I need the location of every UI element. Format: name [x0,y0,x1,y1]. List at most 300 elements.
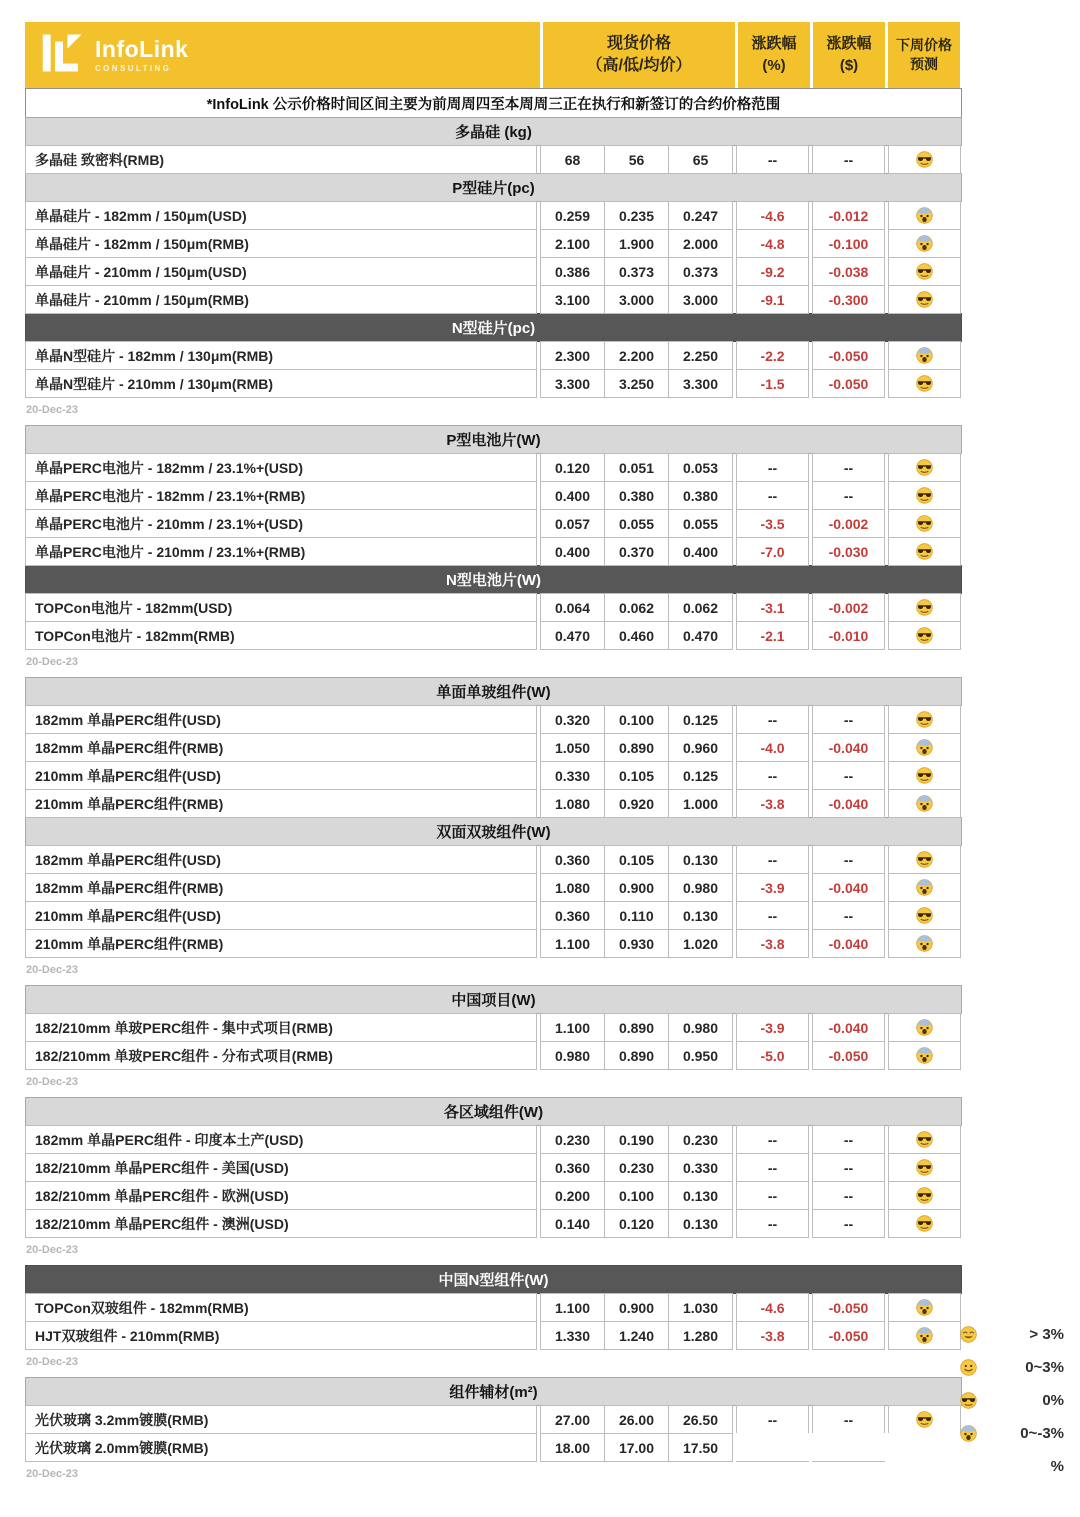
avg-price-cell: 1.000 [668,789,733,818]
row-label: 单晶PERC电池片 - 210mm / 23.1%+(USD) [25,509,537,538]
legend-emoji-slot [960,1425,980,1442]
forecast-emoji-cell [888,845,961,874]
sunglasses-emoji-icon [916,1411,933,1428]
high-price-cell: 0.320 [540,705,605,734]
sunglasses-emoji-icon [916,627,933,644]
legend-emoji-slot [960,1392,980,1409]
date-stamp: 20-Dec-23 [26,1356,78,1368]
sunglasses-emoji-icon [916,767,933,784]
change-usd-cell: -- [812,705,885,734]
scream-emoji-icon [916,207,933,224]
change-pct-cell [736,1433,809,1462]
table-row [25,873,962,902]
low-price-cell: 1.240 [604,1321,669,1350]
low-price-cell: 0.900 [604,1293,669,1322]
row-label: HJT双玻组件 - 210mm(RMB) [25,1321,537,1350]
change-pct-cell: -- [736,1405,809,1434]
row-label: 光伏玻璃 2.0mm镀膜(RMB) [25,1433,537,1462]
row-label: 光伏玻璃 3.2mm镀膜(RMB) [25,1405,537,1434]
report-content [25,22,962,1490]
change-pct-line1: 涨跌幅 [751,34,797,52]
scream-emoji-icon [916,347,933,364]
table-row [25,621,962,650]
row-label: TOPCon双玻组件 - 182mm(RMB) [25,1293,537,1322]
avg-price-cell: 1.030 [668,1293,733,1322]
high-price-cell: 0.230 [540,1125,605,1154]
avg-price-cell: 0.230 [668,1125,733,1154]
section-header: P型硅片(pc) [25,173,962,202]
high-price-cell: 18.00 [540,1433,605,1462]
price-table [25,117,962,1483]
forecast-emoji-cell [888,369,961,398]
high-price-cell: 0.259 [540,201,605,230]
sunglasses-emoji-icon [916,1187,933,1204]
table-row [25,1125,962,1154]
brand-header [25,22,962,88]
forecast-emoji-cell [888,341,961,370]
legend-item [960,1417,1064,1450]
low-price-cell: 0.460 [604,621,669,650]
table-row [25,537,962,566]
low-price-cell: 0.370 [604,537,669,566]
low-price-cell: 0.100 [604,1181,669,1210]
forecast-emoji-cell [888,1209,961,1238]
row-label: 单晶硅片 - 182mm / 150μm(USD) [25,201,537,230]
change-usd-cell: -0.050 [812,1293,885,1322]
low-price-cell: 0.230 [604,1153,669,1182]
change-usd-cell: -0.010 [812,621,885,650]
low-price-cell: 3.000 [604,285,669,314]
forecast-emoji-cell [888,1041,961,1070]
section-header: 多晶硅 (kg) [25,117,962,146]
change-pct-cell: -- [736,705,809,734]
low-price-cell: 0.105 [604,761,669,790]
change-usd-cell: -0.300 [812,285,885,314]
change-usd-cell: -0.050 [812,1041,885,1070]
table-row [25,1321,962,1350]
forecast-emoji-cell [888,1433,961,1462]
change-usd-cell: -0.040 [812,929,885,958]
scream-emoji-icon [916,1327,933,1344]
change-pct-cell: -- [736,761,809,790]
change-pct-line2: (%) [762,57,786,74]
scream-emoji-icon [960,1425,977,1442]
table-row [25,733,962,762]
avg-price-cell: 0.470 [668,621,733,650]
high-price-cell: 1.080 [540,789,605,818]
change-pct-cell: -3.9 [736,1013,809,1042]
low-price-cell: 56 [604,145,669,174]
forecast-emoji-cell [888,1405,961,1434]
forecast-emoji-cell [888,229,961,258]
change-usd-cell: -- [812,1181,885,1210]
row-label: 182mm 单晶PERC组件(USD) [25,705,537,734]
high-price-cell: 2.100 [540,229,605,258]
high-price-cell: 2.300 [540,341,605,370]
high-price-cell: 1.100 [540,1013,605,1042]
table-row [25,369,962,398]
sunglasses-emoji-icon [916,151,933,168]
change-pct-cell: -3.1 [736,593,809,622]
high-price-cell: 0.360 [540,901,605,930]
forecast-emoji-cell [888,201,961,230]
avg-price-cell: 0.130 [668,1209,733,1238]
table-row [25,481,962,510]
low-price-cell: 1.900 [604,229,669,258]
avg-price-cell: 0.960 [668,733,733,762]
change-usd-cell: -0.040 [812,733,885,762]
avg-price-cell: 0.373 [668,257,733,286]
change-usd-cell: -- [812,901,885,930]
row-label: 182mm 单晶PERC组件(USD) [25,845,537,874]
legend-item [960,1351,1064,1384]
row-label: 182/210mm 单晶PERC组件 - 美国(USD) [25,1153,537,1182]
table-row [25,229,962,258]
row-label: 单晶PERC电池片 - 210mm / 23.1%+(RMB) [25,537,537,566]
low-price-cell: 0.105 [604,845,669,874]
avg-price-cell: 0.125 [668,705,733,734]
row-label: 182/210mm 单晶PERC组件 - 欧洲(USD) [25,1181,537,1210]
change-usd-cell: -0.030 [812,537,885,566]
table-row [25,901,962,930]
low-price-cell: 26.00 [604,1405,669,1434]
sunglasses-emoji-icon [916,543,933,560]
row-label: 多晶硅 致密料(RMB) [25,145,537,174]
table-row [25,341,962,370]
low-price-cell: 0.055 [604,509,669,538]
change-pct-cell: -9.2 [736,257,809,286]
logo-wrap [41,30,188,81]
row-label: 210mm 单晶PERC组件(RMB) [25,789,537,818]
change-pct-cell: -1.5 [736,369,809,398]
change-pct-cell: -- [736,1153,809,1182]
change-usd-cell: -- [812,1153,885,1182]
legend-label: % [1050,1458,1064,1475]
sunglasses-emoji-icon [916,487,933,504]
table-row [25,593,962,622]
row-label: 182mm 单晶PERC组件 - 印度本土产(USD) [25,1125,537,1154]
table-row [25,789,962,818]
change-usd-cell: -0.100 [812,229,885,258]
forecast-emoji-cell [888,1153,961,1182]
change-usd-cell: -- [812,761,885,790]
row-label: 182/210mm 单玻PERC组件 - 分布式项目(RMB) [25,1041,537,1070]
avg-price-cell: 0.980 [668,873,733,902]
avg-price-cell: 65 [668,145,733,174]
low-price-cell: 0.920 [604,789,669,818]
high-price-cell: 1.100 [540,929,605,958]
table-row [25,1181,962,1210]
low-price-cell: 3.250 [604,369,669,398]
change-usd-cell: -0.040 [812,1013,885,1042]
forecast-emoji-cell [888,593,961,622]
high-price-cell: 0.330 [540,761,605,790]
avg-price-cell: 1.020 [668,929,733,958]
change-usd-line2: ($) [839,57,859,74]
low-price-cell: 0.900 [604,873,669,902]
row-label: TOPCon电池片 - 182mm(RMB) [25,621,537,650]
change-pct-cell: -9.1 [736,285,809,314]
logo-text [95,35,189,73]
avg-price-cell: 3.000 [668,285,733,314]
low-price-cell: 0.890 [604,733,669,762]
forecast-line1: 下周价格 [896,37,952,54]
change-usd-cell: -0.040 [812,789,885,818]
forecast-emoji-cell [888,929,961,958]
row-label: 单晶PERC电池片 - 182mm / 23.1%+(RMB) [25,481,537,510]
change-pct-cell: -- [736,845,809,874]
table-row [25,1041,962,1070]
high-price-cell: 3.100 [540,285,605,314]
table-row [25,201,962,230]
avg-price-cell: 1.280 [668,1321,733,1350]
change-pct-cell: -7.0 [736,537,809,566]
sunglasses-emoji-icon [916,1215,933,1232]
avg-price-cell: 2.250 [668,341,733,370]
section-header: 单面单玻组件(W) [25,677,962,706]
forecast-emoji-cell [888,705,961,734]
scream-emoji-icon [916,1019,933,1036]
legend-item [960,1384,1064,1417]
table-row [25,509,962,538]
change-pct-cell: -2.1 [736,621,809,650]
sunglasses-emoji-icon [916,907,933,924]
scream-emoji-icon [916,739,933,756]
low-price-cell: 0.890 [604,1013,669,1042]
forecast-emoji-cell [888,1293,961,1322]
change-usd-cell: -- [812,453,885,482]
high-price-cell: 0.200 [540,1181,605,1210]
low-price-cell: 0.373 [604,257,669,286]
legend-item [960,1318,1064,1351]
change-pct-cell: -2.2 [736,341,809,370]
grin-emoji-icon [960,1326,977,1343]
date-stamp: 20-Dec-23 [26,1076,78,1088]
table-row [25,1293,962,1322]
sunglasses-emoji-icon [916,711,933,728]
table-row [25,845,962,874]
avg-price-cell: 0.055 [668,509,733,538]
forecast-emoji-cell [888,621,961,650]
low-price-cell: 0.190 [604,1125,669,1154]
high-price-cell: 68 [540,145,605,174]
row-label: 单晶硅片 - 210mm / 150μm(USD) [25,257,537,286]
high-price-cell: 0.400 [540,537,605,566]
table-row [25,257,962,286]
high-price-cell: 1.080 [540,873,605,902]
high-price-cell: 0.400 [540,481,605,510]
change-pct-cell: -- [736,1125,809,1154]
change-pct-cell: -- [736,901,809,930]
low-price-cell: 17.00 [604,1433,669,1462]
avg-price-cell: 0.247 [668,201,733,230]
section-header: 中国N型组件(W) [25,1265,962,1294]
sunglasses-emoji-icon [916,1159,933,1176]
forecast-emoji-cell [888,873,961,902]
avg-price-cell: 0.053 [668,453,733,482]
legend-label: > 3% [1029,1326,1064,1343]
change-usd-cell: -- [812,1209,885,1238]
legend-item [960,1450,1064,1483]
row-label: 210mm 单晶PERC组件(RMB) [25,929,537,958]
row-label: 182/210mm 单晶PERC组件 - 澳洲(USD) [25,1209,537,1238]
spot-price-line2: （高/低/均价） [586,57,692,74]
high-price-cell: 0.140 [540,1209,605,1238]
sunglasses-emoji-icon [916,1131,933,1148]
table-row [25,145,962,174]
legend-emoji-slot [960,1326,980,1343]
row-label: 单晶硅片 - 182mm / 150μm(RMB) [25,229,537,258]
sunglasses-emoji-icon [916,291,933,308]
low-price-cell: 2.200 [604,341,669,370]
change-pct-cell: -- [736,481,809,510]
change-pct-cell: -- [736,1181,809,1210]
table-row [25,453,962,482]
scream-emoji-icon [916,879,933,896]
change-usd-cell: -0.050 [812,341,885,370]
logo-subtitle: CONSULTING [95,63,172,73]
sunglasses-emoji-icon [916,263,933,280]
row-label: 单晶N型硅片 - 182mm / 130μm(RMB) [25,341,537,370]
change-usd-cell: -0.050 [812,1321,885,1350]
change-pct-cell: -4.6 [736,1293,809,1322]
sunglasses-emoji-icon [916,459,933,476]
sunglasses-emoji-icon [916,375,933,392]
change-pct-cell: -3.8 [736,1321,809,1350]
high-price-cell: 0.120 [540,453,605,482]
forecast-emoji-cell [888,481,961,510]
forecast-emoji-cell [888,901,961,930]
scream-emoji-icon [916,1299,933,1316]
change-usd-cell: -- [812,845,885,874]
date-stamp: 20-Dec-23 [26,1468,78,1480]
date-stamp: 20-Dec-23 [26,1244,78,1256]
table-row [25,1405,962,1434]
legend-label: 0~-3% [1020,1425,1064,1442]
high-price-cell: 0.057 [540,509,605,538]
section-header: N型电池片(W) [25,565,962,594]
sunglasses-emoji-icon [916,515,933,532]
avg-price-cell: 0.130 [668,901,733,930]
forecast-emoji-cell [888,761,961,790]
infolink-logo-mark-icon [41,30,85,81]
change-pct-cell: -4.6 [736,201,809,230]
forecast-emoji-cell [888,285,961,314]
low-price-cell: 0.380 [604,481,669,510]
section-header: N型硅片(pc) [25,313,962,342]
table-row [25,1209,962,1238]
high-price-cell: 1.330 [540,1321,605,1350]
table-row [25,929,962,958]
table-row [25,1433,962,1462]
row-label: 182/210mm 单玻PERC组件 - 集中式项目(RMB) [25,1013,537,1042]
forecast-emoji-cell [888,257,961,286]
forecast-emoji-cell [888,453,961,482]
change-usd-cell: -0.002 [812,509,885,538]
high-price-cell: 1.050 [540,733,605,762]
change-usd-cell: -0.012 [812,201,885,230]
date-stamp: 20-Dec-23 [26,404,78,416]
avg-price-cell: 0.980 [668,1013,733,1042]
infolink-logo [25,22,540,88]
avg-price-cell: 0.380 [668,481,733,510]
section-header: 各区域组件(W) [25,1097,962,1126]
forecast-emoji-cell [888,1125,961,1154]
forecast-emoji-cell [888,145,961,174]
col-header-change-pct [738,22,810,88]
scream-emoji-icon [916,1047,933,1064]
low-price-cell: 0.110 [604,901,669,930]
section-header: P型电池片(W) [25,425,962,454]
change-usd-cell: -- [812,481,885,510]
change-usd-cell: -0.040 [812,873,885,902]
date-stamp: 20-Dec-23 [26,656,78,668]
high-price-cell: 1.100 [540,1293,605,1322]
sunglasses-emoji-icon [960,1392,977,1409]
logo-name: InfoLink [95,35,189,62]
change-usd-cell: -- [812,1125,885,1154]
high-price-cell: 3.300 [540,369,605,398]
row-label: 单晶N型硅片 - 210mm / 130μm(RMB) [25,369,537,398]
col-header-next-week-forecast [888,22,960,88]
avg-price-cell: 0.330 [668,1153,733,1182]
forecast-emoji-cell [888,537,961,566]
row-label: 182mm 单晶PERC组件(RMB) [25,733,537,762]
section-header: 中国项目(W) [25,985,962,1014]
sunglasses-emoji-icon [916,851,933,868]
change-usd-cell: -- [812,1405,885,1434]
spot-price-line1: 现货价格 [606,35,671,53]
forecast-legend [960,1318,1064,1483]
scream-emoji-icon [916,935,933,952]
low-price-cell: 0.120 [604,1209,669,1238]
note-bar: *InfoLink 公示价格时间区间主要为前周周四至本周周三正在执行和新签订的合约价格范围 [25,88,962,118]
low-price-cell: 0.100 [604,705,669,734]
legend-emoji-slot [960,1359,980,1376]
low-price-cell: 0.051 [604,453,669,482]
row-label: 210mm 单晶PERC组件(USD) [25,761,537,790]
legend-label: 0% [1042,1392,1064,1409]
sunglasses-emoji-icon [916,599,933,616]
avg-price-cell: 0.125 [668,761,733,790]
high-price-cell: 0.470 [540,621,605,650]
high-price-cell: 0.360 [540,1153,605,1182]
avg-price-cell: 0.062 [668,593,733,622]
forecast-emoji-cell [888,1013,961,1042]
low-price-cell: 0.930 [604,929,669,958]
change-pct-cell: -- [736,453,809,482]
col-header-spot-price [543,22,735,88]
row-label: 182mm 单晶PERC组件(RMB) [25,873,537,902]
change-pct-cell: -3.8 [736,789,809,818]
change-pct-cell: -3.9 [736,873,809,902]
high-price-cell: 0.386 [540,257,605,286]
change-pct-cell: -3.5 [736,509,809,538]
change-usd-cell [812,1433,885,1462]
col-header-change-usd [813,22,885,88]
high-price-cell: 0.064 [540,593,605,622]
avg-price-cell: 26.50 [668,1405,733,1434]
high-price-cell: 0.980 [540,1041,605,1070]
change-pct-cell: -4.8 [736,229,809,258]
scream-emoji-icon [916,235,933,252]
table-row [25,1013,962,1042]
avg-price-cell: 3.300 [668,369,733,398]
forecast-emoji-cell [888,733,961,762]
avg-price-cell: 0.130 [668,1181,733,1210]
change-usd-cell: -0.002 [812,593,885,622]
avg-price-cell: 2.000 [668,229,733,258]
